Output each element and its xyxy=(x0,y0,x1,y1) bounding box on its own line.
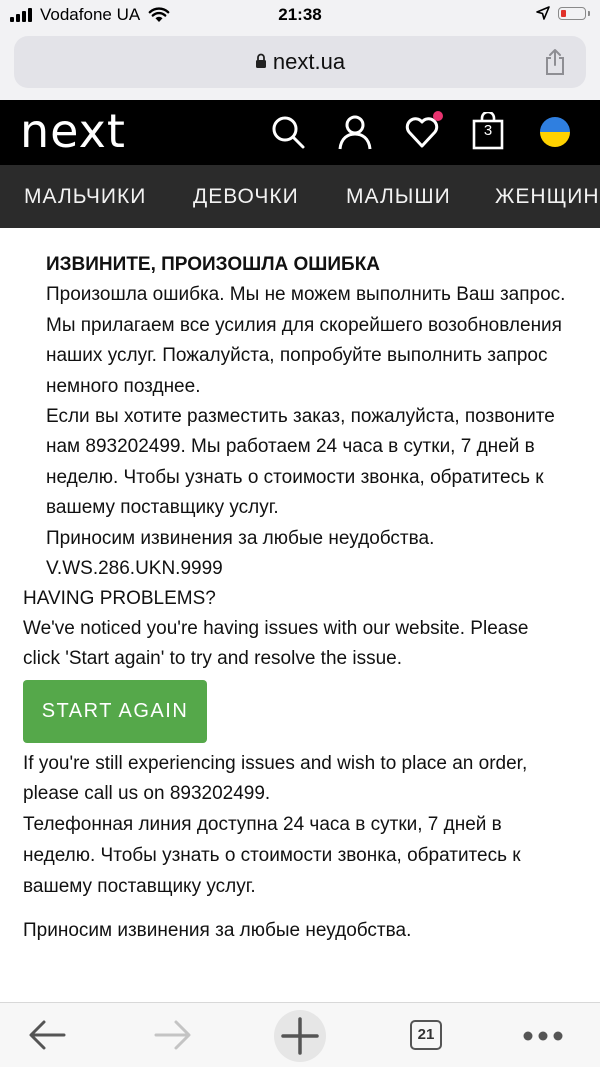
ukraine-flag-icon[interactable] xyxy=(539,116,571,148)
status-right xyxy=(536,6,586,20)
tabs-icon: 21 xyxy=(410,1020,442,1050)
status-bar xyxy=(0,0,600,30)
status-time: 21:38 xyxy=(278,5,322,24)
error-line-1: Произошла ошибка. Мы не можем выполнить Ваш запрос. xyxy=(46,284,566,306)
problems-text: We've noticed you're having issues with our website. Please click 'Start again' to try and resolve the issue. xyxy=(23,618,529,670)
wishlist-button[interactable] xyxy=(404,114,440,150)
location-icon xyxy=(536,6,550,20)
url-text: next.ua xyxy=(272,49,346,74)
bag-button[interactable] xyxy=(472,112,504,150)
nav-boys[interactable]: МАЛЬЧИКИ xyxy=(24,185,147,208)
account-icon[interactable] xyxy=(337,114,373,150)
wishlist-dot xyxy=(433,111,443,121)
problems-heading: HAVING PROBLEMS? xyxy=(23,588,216,610)
forward-arrow-icon[interactable] xyxy=(154,1019,192,1051)
start-again-button[interactable]: START AGAIN xyxy=(23,680,207,743)
still-issues xyxy=(0,749,600,946)
main-content xyxy=(0,250,600,946)
phone-line-text: Телефонная линия доступна 24 часа в сутки, 7 дней в неделю. Чтобы узнать о стоимости звонка, обратитесь к вашему поставщику услуг. xyxy=(23,814,521,898)
bag-count: 3 xyxy=(483,122,493,139)
nav-girls[interactable]: ДЕВОЧКИ xyxy=(193,185,299,208)
browser-toolbar xyxy=(0,1002,600,1067)
error-title: ИЗВИНИТЕ, ПРОИЗОШЛА ОШИБКА xyxy=(46,254,381,275)
battery-icon xyxy=(558,7,586,20)
carrier-name: Vodafone UA xyxy=(40,5,141,24)
error-message xyxy=(0,250,600,584)
tabs-button[interactable] xyxy=(410,1020,442,1050)
browser-url-area xyxy=(0,30,600,100)
back-arrow-icon[interactable] xyxy=(28,1019,66,1051)
share-icon[interactable] xyxy=(544,48,566,76)
error-line-2: Мы прилагаем все усилия для скорейшего возобновления наших услуг. Пожалуйста, попробуйте выполнить запрос немного позднее. xyxy=(46,314,562,397)
error-code: V.WS.286.UKN.9999 xyxy=(46,558,223,580)
apology-text: Приносим извинения за любые неудобства. xyxy=(23,920,412,942)
nav-babies[interactable]: МАЛЫШИ xyxy=(346,185,451,208)
site-header xyxy=(0,100,600,165)
new-tab-plus-icon[interactable] xyxy=(273,1009,327,1063)
still-issues-text: If you're still experiencing issues and wish to place an order, please call us on 893202499. xyxy=(23,753,528,805)
next-logo[interactable]: next xyxy=(20,104,126,158)
nav-women[interactable]: ЖЕНЩИН xyxy=(495,185,600,208)
having-problems xyxy=(0,584,600,674)
category-nav xyxy=(0,165,600,228)
address-bar[interactable] xyxy=(14,36,586,88)
lock-icon xyxy=(255,53,267,69)
error-line-3: Если вы хотите разместить заказ, пожалуйста, позвоните нам 893202499. Мы работаем 24 часа в сутки, 7 дней в неделю. Чтобы узнать о стоимости звонка, обратитесь к вашему поставщику услуг. xyxy=(46,406,555,519)
error-line-4: Приносим извинения за любые неудобства. xyxy=(46,527,435,549)
search-icon[interactable] xyxy=(270,114,306,150)
more-icon[interactable] xyxy=(522,1030,564,1042)
